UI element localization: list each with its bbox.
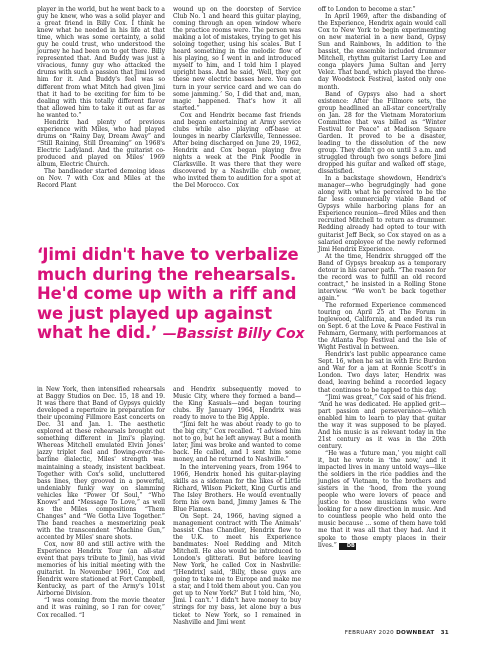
paragraph: The bandleader started demoing ideas on Nov. 7 with Cox and Miles at the Record Plant (37, 168, 165, 190)
footer-magazine: DOWNBEAT (396, 630, 435, 636)
page-footer (345, 630, 449, 636)
paragraph: Hendrix's last public appearance came Sept. 16, when he sat in with Eric Burdon and War for a jam at Ronnie Scott's in London. Two days later, Hendrix was dead, leaving behind a recorded legacy that continues to be tapped to this day. (318, 351, 446, 394)
paragraph: Cox, now 80 and still active with the Experience Hendrix Tour (an all-star event that pays tribute to Jimi), has vivid memories of his initial meeting with the guitarist. In November 1961, Cox and Hendrix were stationed at Fort Campbell, Kentucky, as part of the Army's 101st Airborne Division. (37, 541, 165, 598)
paragraph: In April 1969, after the disbanding of the Experience, Hendrix again would call Cox to New York to begin experimenting on new material in a new band, Gypsy Sun and Rainbows, In addition to the bassist, the ensemble included drummer Mitchell, rhythm guitarist Larry Lee and conga players Juma Sultan and Jerry Velez. That band, which played the three-day Woodstock Festival, lasted only one month. (318, 13, 446, 91)
paragraph: “I was coming from the movie theater and it was raining, so I ran for cover,” Cox recalled. “I (37, 597, 165, 619)
paragraph: In a backstage showdown, Hendrix's manager—who begrudgingly had gone along with what he perceived to be the far less commercially viable Band of Gypsys while harboring plans for an Experience reunion—fired Miles and then recruited Mitchell to return as drummer. Redding already had opted to tour with guitarist Jeff Beck, so Cox stayed on as a salaried employee of the newly reformed Jimi Hendrix Experience. (318, 175, 446, 253)
paragraph: in New York, then intensified rehearsals at Baggy Studios on Dec. 15, 18 and 19. It was there that Band of Gypsys quickly developed a repertoire in preparation for their upcoming Fillmore East concerts on Dec. 31 and Jan. 1. The aesthetic explored at these rehearsals brought out something different in Jimi's playing. Whereas Mitchell emulated Elvin Jones' jazzy triplet feel and flowing-over-the-barline dialectic, Miles' strength was maintaining a steady, insistent backbeat. Together with Cox's solid, uncluttered bass lines, they grooved in a powerful, undeniably funky way on slamming vehicles like “Power Of Soul,” “Who Knows” and “Message To Love,” as well as the Miles compositions “Them Changes” and “We Gotta Live Together.” The band reaches a mesmerizing peak with the transcendent “Machine Gun,” accented by Miles' snare shots. (37, 386, 165, 541)
paragraph: Hendrix had plenty of previous experience with Miles, who had played drums on “Rainy Day, Dream Away” and “Still Raining, Still Dreaming” on 1968's Electric Ladyland. And the guitarist co-produced and played on Miles' 1969 album, Electric Church. (37, 118, 165, 169)
column-2-bottom (173, 386, 301, 626)
page-number: 31 (440, 630, 449, 636)
paragraph: wound up on the doorstep of Service Club No. 1 and heard this guitar playing, coming through an open window where the practice rooms were. The person was making a lot of mistakes, trying to get his soloing together, using his scales. But I heard something in the melodic flow of his playing, so I went in and introduced myself to him, and I told him I played upright bass. And he said, ‘Well, they got these new electric basses here. You can turn in your service card and we can do some jamming.’ So, I did that and, man, magic happened. That's how it all started.” (173, 6, 301, 112)
column-2-top (173, 6, 301, 238)
paragraph: On Sept. 24, 1966, having signed a management contract with The Animals' bassist Chas Chandler, Hendrix flew to the U.K. to meet his Experience bandmates: Noel Redding and Mitch Mitchell. He also would be introduced to London's glitterati. But before leaving New York, he called Cox in Nashville: “[Hendrix] said, ‘Billy, these guys are going to take me to Europe and make me a star, and I told them about you. Can you get up to New York?’ But I told him, ‘No, Jimi. I can't.’ I didn't have money to buy strings for my bass, let alone buy a bus ticket to New York, so I remained in Nashville and Jimi went (173, 512, 301, 626)
column-1-bottom (37, 386, 165, 622)
column-1-top (37, 6, 165, 238)
paragraph: Band of Gypsys also had a short existence: After the Fillmore sets, the group headlined an all-star concert/rally on Jan. 28 for the Vietnam Moratorium Committee that was billed as “Winter Festival for Peace” at Madison Square Garden. It proved to be a disaster, leading to the dissolution of the new group. They didn't go on until 3 a.m. and struggled through two songs before Jimi dropped his guitar and walked off stage, dissatisfied. (318, 90, 446, 176)
paragraph: “Jimi was great,” Cox said of his friend. “And he was dedicated. He applied grit—part passion and perseverance—which enabled him to learn to play that guitar the way it was supposed to be played. And his music is as relevant today in the 21st century as it was in the 20th century. (318, 393, 446, 450)
paragraph: player in the world, but he went back to a guy he knew, who was a solid player and a great friend in Billy Cox. I think he knew what he needed in his life at that time, which was some certainty, a solid guy he could trust, who understood the journey he had been on to get there. Billy represented that. And Buddy was just a vivacious, funny guy who attacked the drums with such a passion that Jimi loved him for it. And Buddy's feel was so different from what Mitch had given Jimi that it had to be exciting for him to be dealing with this totally different flavor that allowed him to take it out as far as he wanted to.” (37, 6, 165, 119)
paragraph: and Hendrix subsequently moved to Music City, where they formed a band—the King Kasuals—and began touring clubs. By January 1964, Hendrix was ready to move to the Big Apple. (173, 386, 301, 422)
paragraph: The reformed Experience commenced touring on April 25 at The Forum in Inglewood, California, and ended its run on Sept. 6 at the Love & Peace Festival in Fehmarn, Germany, with performances at the Atlanta Pop Festival and the Isle of Wight Festival in between. (318, 301, 446, 352)
column-3 (318, 6, 446, 622)
pull-quote-attribution: —Bassist Billy Cox (162, 326, 305, 342)
pull-quote (37, 245, 307, 345)
paragraph: “Jimi felt he was about ready to go to the big city,” Cox recalled. “I advised him not to go, but he left anyway. But a month later, Jimi was broke and wanted to come back. He called, and I sent him some money, and he returned to Nashville.” (173, 421, 301, 464)
paragraph: off to London to become a star.” (318, 6, 416, 13)
paragraph: In the intervening years, from 1964 to 1966, Hendrix honed his guitar-playing skills as a sideman for the likes of Little Richard, Wilson Pickett, King Curtis and The Isley Brothers. He would eventually form his own band, Jimmy James & The Blue Flames. (173, 463, 301, 513)
pull-quote-text: ‘Jimi didn't have to verbalize much during the rehearsals. He'd come up with a riff and we just played up against what he did.’ (37, 245, 299, 342)
paragraph: At the time, Hendrix shrugged off the Band of Gypsys breakup as a temporary detour in his career path. “The reason for the record was to fulfill an old record contract,” he insisted in a Rolling Stone interview. “We won't be back together again.” (318, 252, 446, 302)
end-mark: DB (339, 543, 356, 550)
footer-date: FEBRUARY 2020 (344, 630, 394, 636)
paragraph: Cox and Hendrix became fast friends and began entertaining at Army service clubs while also playing off-base at lounges in nearby Clarksville, Tennessee. After being discharged on June 29, 1962, Hendrix and Cox began playing five nights a week at the Pink Poodle in Clarksville. It was there that they were discovered by a Nashville club owner, who invited them to audition for a spot at the Del Morocco. Cox (173, 111, 301, 190)
paragraph-final (318, 450, 446, 550)
paragraph-text: “He was a ‘future man,’ you might call it, but he wrote in ‘the now,’ and it impacted lives in many untold ways—like the soldiers in the rice paddies and the jungles of Vietnam, to the brothers and sisters in the ‘hood, from the young people who were lovers of peace and justice to those musicians who were looking for a new direction in music. And to countless people who held onto the music because … some of them have told me that it was all that they had. And it spoke to those empty places in their lives.” (318, 449, 446, 549)
